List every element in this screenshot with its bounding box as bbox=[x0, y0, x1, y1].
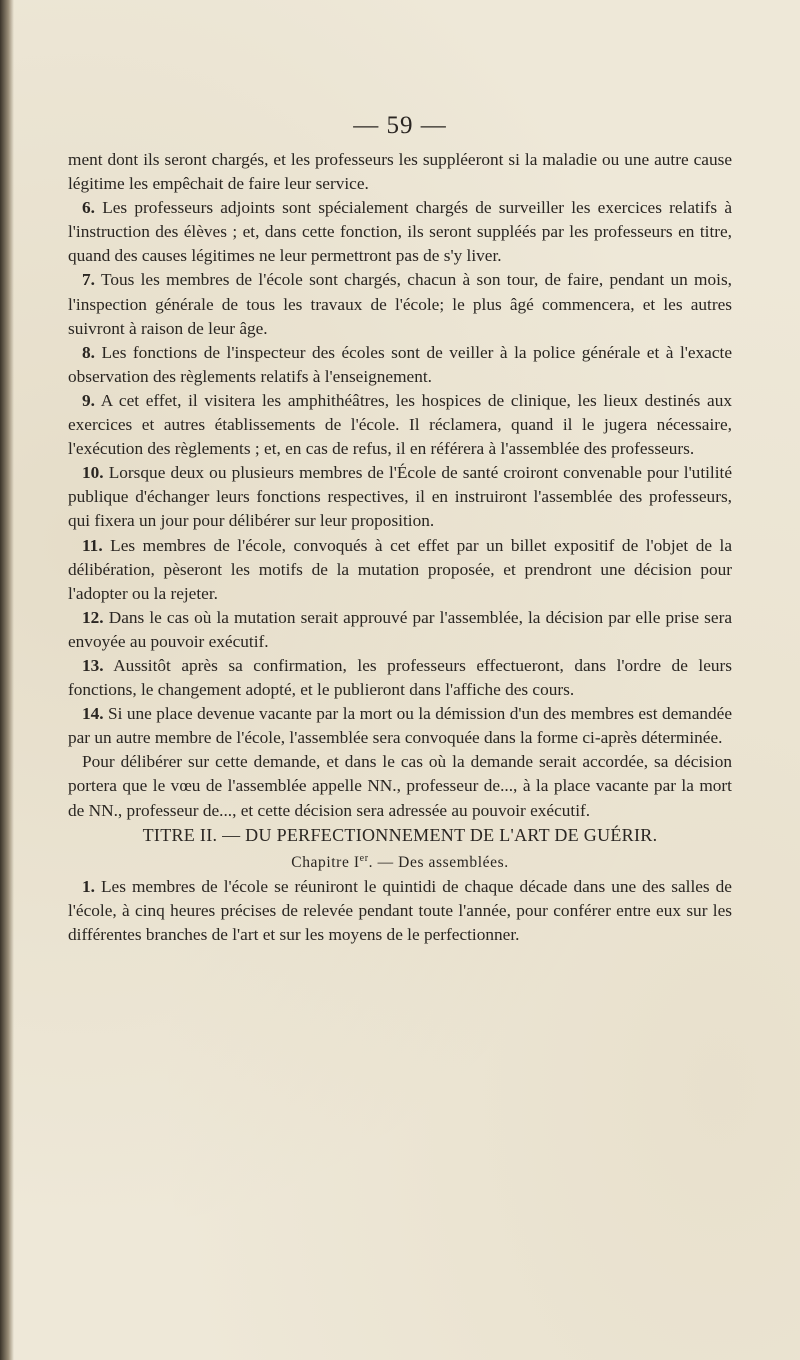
article-14: 14. Si une place devenue vacante par la mort ou la démission d'un des membres est demandée par un autre membre de l'école, l'assemblée sera convoquée dans la forme ci-après déterminée. bbox=[68, 704, 732, 748]
article-11: 11. Les membres de l'école, convoqués à cet effet par un billet expositif de l'objet de la délibération, pèseront les motifs de la mutation proposée, et prendront une décision pour l'adopter ou la rejeter. bbox=[68, 535, 733, 603]
paragraph-deliberation: Pour délibérer sur cette demande, et dans le cas où la demande serait accordée, sa décision portera que le vœu de l'assemblée appelle NN., professeur de..., à la place vacante par la mort de NN., professeur de..., et cette décision sera adressée au pouvoir exécutif. bbox=[68, 752, 732, 820]
article-13: 13. Aussitôt après sa confirmation, les professeurs effectueront, dans l'ordre de leurs fonctions, le changement adopté, et le publieront dans l'affiche des cours. bbox=[68, 655, 732, 700]
article-10: 10. Lorsque deux ou plusieurs membres de l'École de santé croiront convenable pour l'utilité publique d'échanger leurs fonctions respectives, il en instruiront l'assemblée des professeurs, qui fixera un jour pour délibérer sur leur proposition. bbox=[68, 463, 732, 531]
page-number: — 59 — bbox=[353, 112, 447, 139]
page-binding-edge bbox=[0, 0, 14, 1360]
section-title: TITRE II. — DU PERFECTIONNEMENT DE L'ART DE GUÉRIR. bbox=[142, 824, 658, 845]
article-8: 8. Les fonctions de l'inspecteur des écoles sont de veiller à la police générale et à l'exacte observation des règlements relatifs à l'enseignement. bbox=[68, 342, 732, 386]
chapter-heading: Chapitre Ier. — Des assemblées. bbox=[291, 852, 509, 871]
article-12: 12. Dans le cas où la mutation serait approuvé par l'assemblée, la décision par elle prise sera envoyée au pouvoir exécutif. bbox=[68, 607, 732, 651]
paragraph-continuation: ment dont ils seront chargés, et les professeurs les suppléeront si la maladie ou une autre cause légitime les empêchait de faire leur service. bbox=[68, 150, 732, 194]
article-6: 6. Les professeurs adjoints sont spécialement chargés de surveiller les exercices relatifs à l'instruction des élèves ; et, dans cette fonction, ils seront suppléés par les professeurs en titre, quand des causes légitimes ne leur permettront pas de s'y liver. bbox=[68, 198, 733, 266]
article-7: 7. Tous les membres de l'école sont chargés, chacun à son tour, de faire, pendant un mois, l'inspection générale de tous les travaux de l'école; le plus âgé commencera, et les autres suivront à raison de leur âge. bbox=[68, 270, 732, 338]
chapter-article-1: 1. Les membres de l'école se réuniront le quintidi de chaque décade dans une des salles de l'école, à cinq heures précises de relevée pendant toute l'année, pour conférer entre eux sur les différentes branches de l'art et sur les moyens de le perfectionner. bbox=[68, 876, 732, 945]
article-9: 9. A cet effet, il visitera les amphithéâtres, les hospices de clinique, les lieux destinés aux exercices et autres établissements de l'école. Il réclamera, quand il le jugera nécessaire, l'exécution des règlements ; et, en cas de refus, il en référera à l'assemblée des professeurs. bbox=[68, 390, 732, 459]
body-text bbox=[68, 148, 732, 947]
